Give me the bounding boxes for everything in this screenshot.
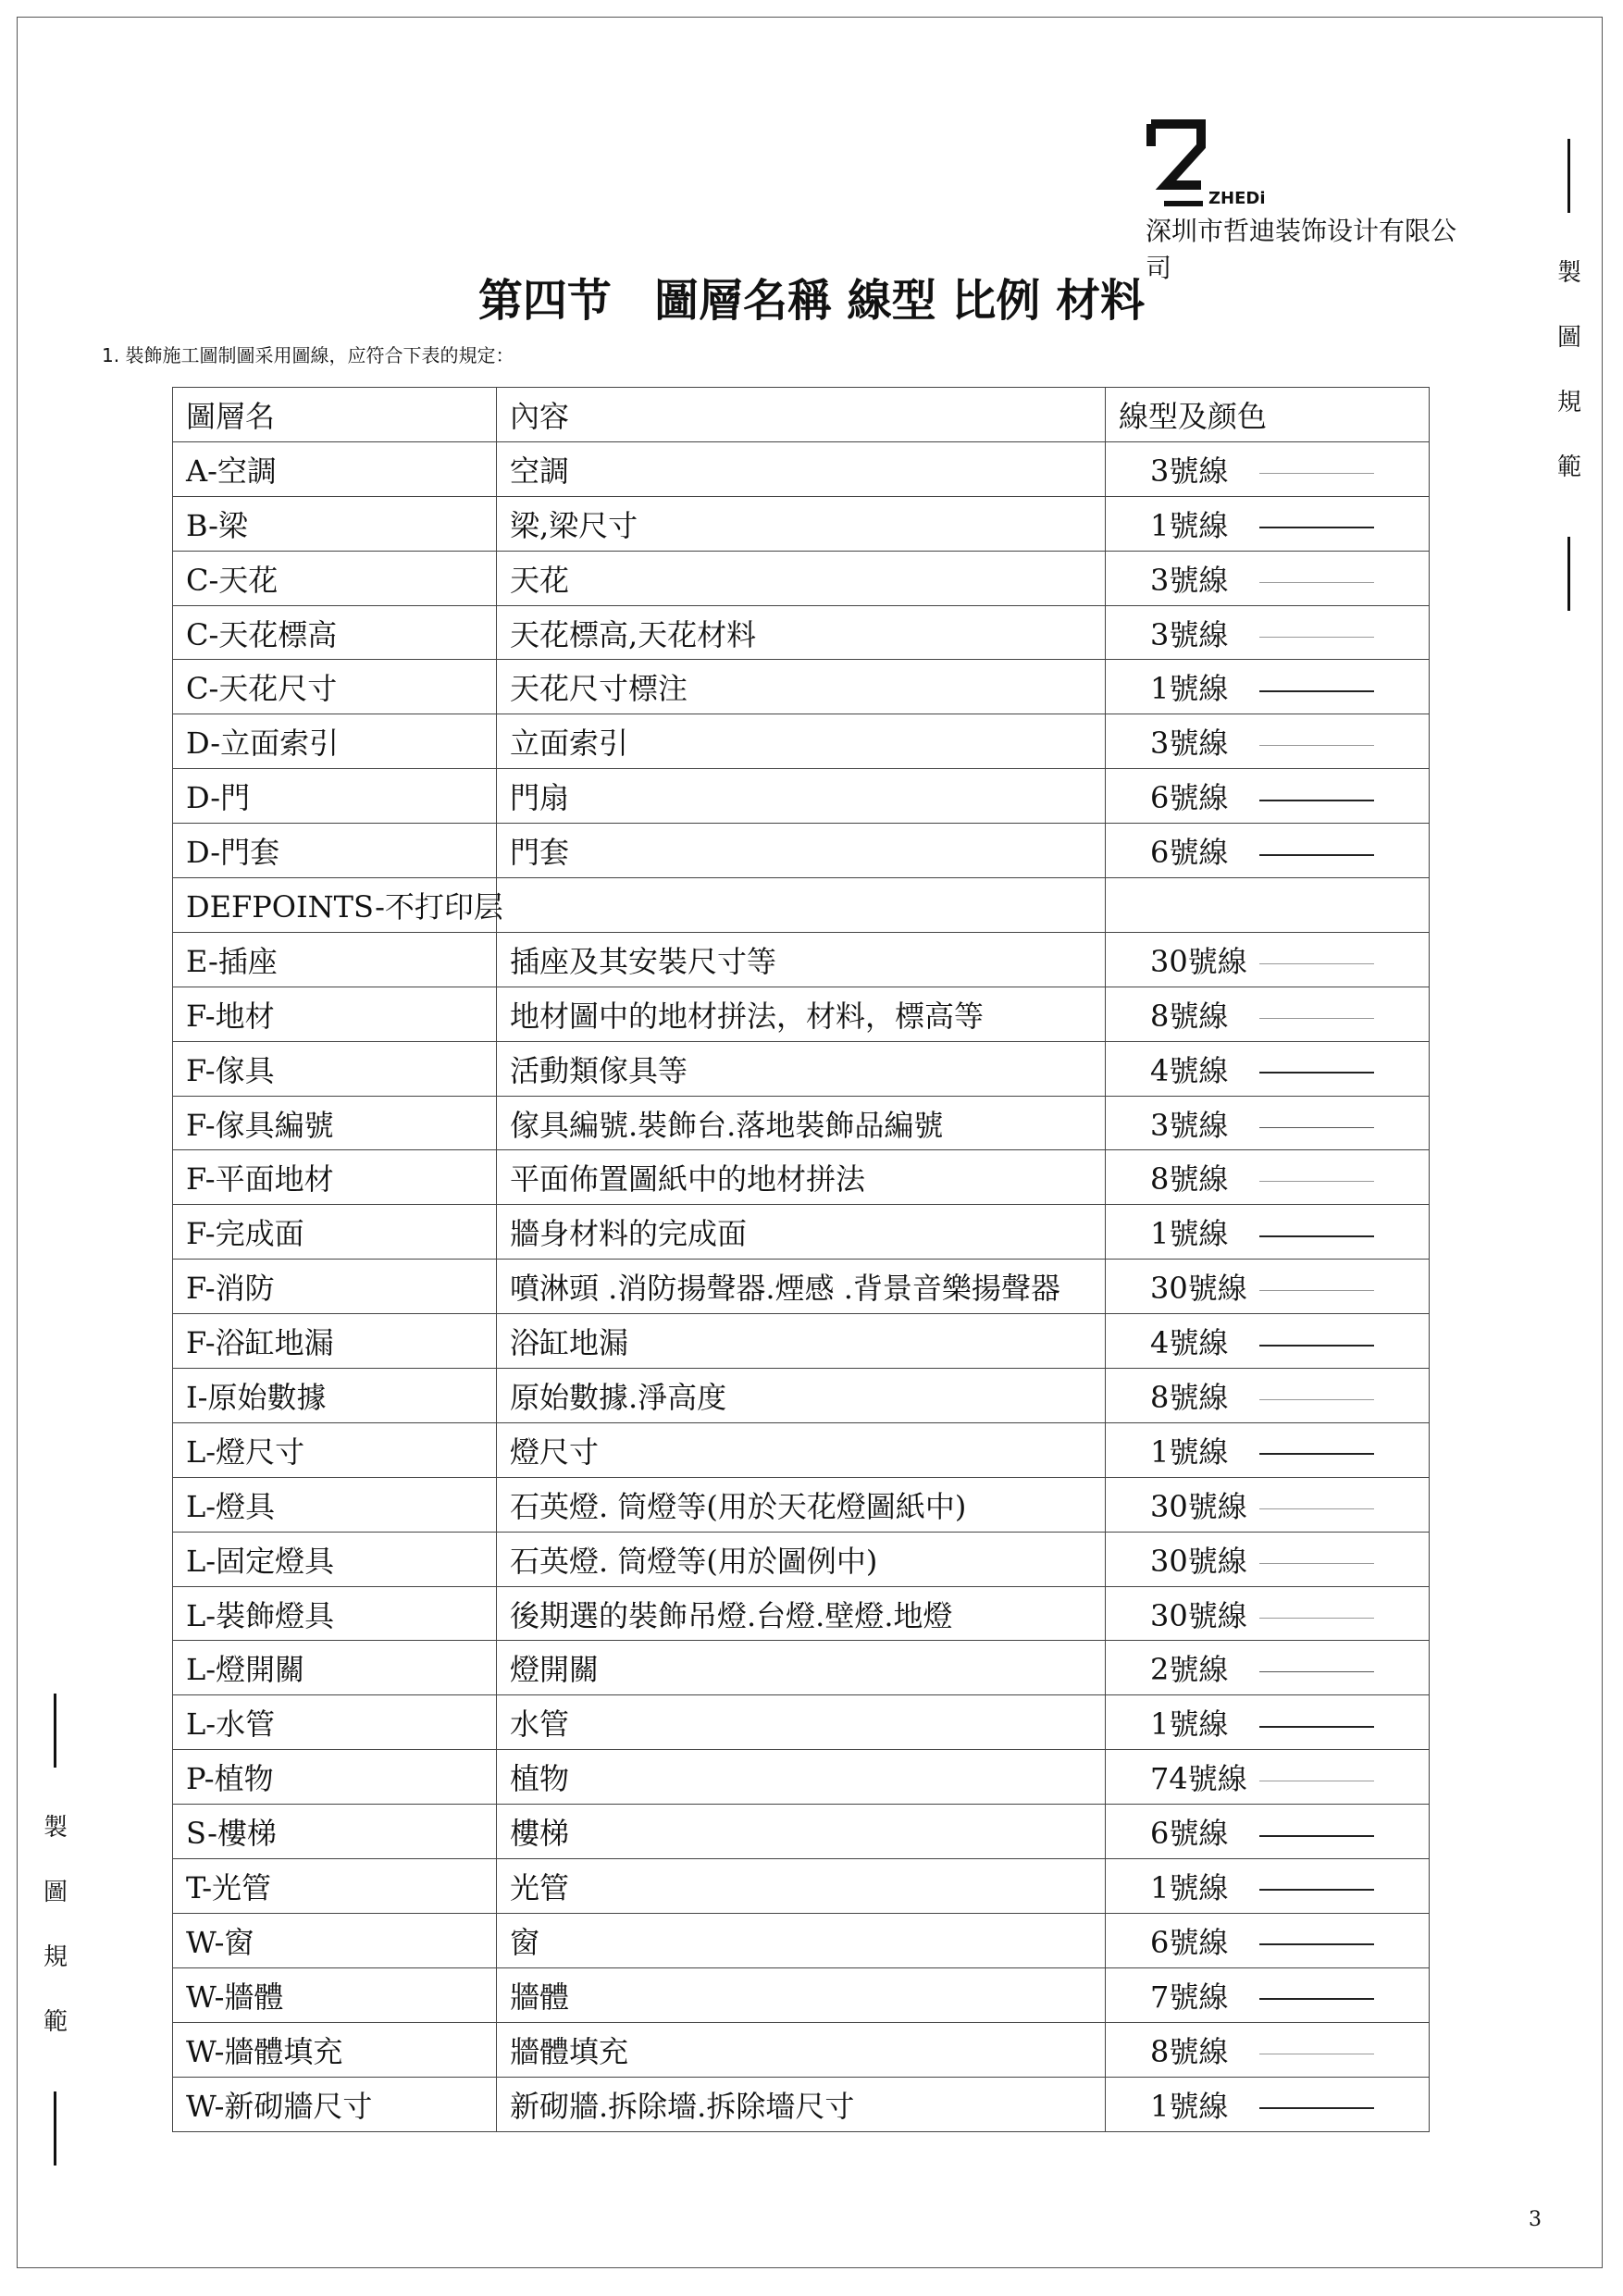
linetype-label: 8號線 (1150, 1161, 1229, 1198)
linetype-cell (1106, 551, 1430, 605)
layer-name-cell: D-立面索引 (173, 714, 497, 769)
linetype-label: 1號線 (1150, 1216, 1229, 1252)
layer-content-cell: 窗 (497, 1913, 1106, 1967)
layer-content-cell: 牆身材料的完成面 (497, 1205, 1106, 1260)
table-row (173, 660, 1430, 714)
table-row (173, 1150, 1430, 1205)
table-row (173, 987, 1430, 1041)
side-bar-bottom (54, 2091, 56, 2166)
linetype-cell (1106, 1586, 1430, 1641)
table-row (173, 1532, 1430, 1586)
linetype-cell (1106, 1641, 1430, 1695)
linetype-cell (1106, 496, 1430, 551)
line-sample (1259, 1235, 1374, 1237)
linetype-cell (1106, 660, 1430, 714)
table-row (173, 932, 1430, 987)
side-text (37, 1795, 74, 2054)
side-char: 圖 (43, 1879, 68, 1906)
line-sample (1259, 800, 1374, 801)
layer-name-cell: P-植物 (173, 1750, 497, 1805)
table-row (173, 2077, 1430, 2131)
header-content: 內容 (497, 388, 1106, 442)
layer-content-cell: 石英燈. 筒燈等(用於圖例中) (497, 1532, 1106, 1586)
linetype-label: 30號線 (1150, 1543, 1247, 1579)
page-title (0, 265, 1623, 329)
linetype-cell (1106, 878, 1430, 933)
side-char: 範 (1556, 453, 1581, 481)
line-sample (1259, 1835, 1374, 1837)
linetype-cell (1106, 987, 1430, 1041)
line-sample (1259, 1508, 1374, 1509)
layer-content-cell: 天花標高,天花材料 (497, 605, 1106, 660)
table-row (173, 714, 1430, 769)
layer-content-cell: 插座及其安裝尺寸等 (497, 932, 1106, 987)
layer-content-cell: 空調 (497, 441, 1106, 496)
layer-name-cell: L-燈尺寸 (173, 1422, 497, 1477)
layer-content-cell: 燈開關 (497, 1641, 1106, 1695)
linetype-label: 1號線 (1150, 1869, 1229, 1905)
linetype-cell (1106, 769, 1430, 824)
side-char: 製 (1556, 259, 1581, 287)
line-sample (1259, 1998, 1374, 2000)
linetype-cell (1106, 1369, 1430, 1423)
linetype-label: 6號線 (1150, 835, 1229, 871)
linetype-label: 4號線 (1150, 1325, 1229, 1361)
linetype-cell (1106, 1805, 1430, 1859)
table-row (173, 1695, 1430, 1750)
zhedi-logo-icon (1146, 118, 1266, 211)
layer-name-cell: W-牆體 (173, 1967, 497, 2022)
layer-content-cell: 立面索引 (497, 714, 1106, 769)
linetype-cell (1106, 1859, 1430, 1914)
linetype-label: 30號線 (1150, 1597, 1247, 1633)
layer-name-cell: F-消防 (173, 1260, 497, 1314)
linetype-label: 1號線 (1150, 507, 1229, 543)
linetype-cell (1106, 1314, 1430, 1369)
section-number: 第四节 (477, 275, 612, 327)
page-number: 3 (1529, 2208, 1542, 2231)
side-label-right (1551, 139, 1588, 620)
line-sample (1259, 473, 1374, 474)
layer-name-cell: A-空調 (173, 441, 497, 496)
linetype-label: 8號線 (1150, 1379, 1229, 1415)
linetype-label: 30號線 (1150, 1271, 1247, 1307)
linetype-cell (1106, 1967, 1430, 2022)
linetype-cell (1106, 1096, 1430, 1150)
company-name: 深圳市哲迪装饰设计有限公司 (1146, 216, 1457, 283)
line-sample (1259, 1345, 1374, 1347)
table-row (173, 824, 1430, 878)
layer-content-cell: 傢具編號.裝飾台.落地裝飾品編號 (497, 1096, 1106, 1150)
side-char: 規 (43, 1943, 68, 1971)
line-sample (1259, 1671, 1374, 1672)
line-sample (1259, 2107, 1374, 2109)
linetype-label: 1號線 (1150, 671, 1229, 707)
table-row (173, 605, 1430, 660)
linetype-label: 6號線 (1150, 780, 1229, 816)
line-sample (1259, 1290, 1374, 1291)
layer-name-cell: S-樓梯 (173, 1805, 497, 1859)
line-sample (1259, 1563, 1374, 1564)
table-row (173, 1205, 1430, 1260)
layer-content-cell: 平面佈置圖紙中的地材拼法 (497, 1150, 1106, 1205)
table-row (173, 1422, 1430, 1477)
linetype-cell (1106, 714, 1430, 769)
line-sample (1259, 637, 1374, 638)
linetype-label: 3號線 (1150, 726, 1229, 762)
linetype-cell (1106, 2022, 1430, 2077)
linetype-cell (1106, 1260, 1430, 1314)
layer-name-cell: F-地材 (173, 987, 497, 1041)
section-subject: 圖層名稱 線型 比例 材料 (653, 275, 1146, 327)
header-linetype: 線型及颜色 (1106, 388, 1430, 442)
linetype-label: 74號線 (1150, 1761, 1247, 1797)
line-sample (1259, 1399, 1374, 1400)
table-row (173, 1260, 1430, 1314)
table-row (173, 1096, 1430, 1150)
layer-content-cell (497, 878, 1106, 933)
layer-content-cell: 新砌牆.拆除墻.拆除墻尺寸 (497, 2077, 1106, 2131)
line-sample (1259, 1453, 1374, 1455)
linetype-label: 1號線 (1150, 2088, 1229, 2124)
layer-name-cell: F-傢具編號 (173, 1096, 497, 1150)
layer-name-cell: W-窗 (173, 1913, 497, 1967)
layer-name-cell: B-梁 (173, 496, 497, 551)
table-header-row (173, 388, 1430, 442)
layer-name-cell: L-燈具 (173, 1477, 497, 1532)
linetype-label: 8號線 (1150, 998, 1229, 1034)
layer-name-cell: W-新砌牆尺寸 (173, 2077, 497, 2131)
side-char: 製 (43, 1814, 68, 1842)
table-row (173, 878, 1430, 933)
layer-content-cell: 天花尺寸標注 (497, 660, 1106, 714)
layer-content-cell: 天花 (497, 551, 1106, 605)
line-sample (1259, 1072, 1374, 1074)
table-row (173, 1913, 1430, 1967)
layer-name-cell: L-裝飾燈具 (173, 1586, 497, 1641)
linetype-label: 6號線 (1150, 1816, 1229, 1852)
side-char: 範 (43, 2008, 68, 2036)
layer-content-cell: 牆體 (497, 1967, 1106, 2022)
linetype-cell (1106, 932, 1430, 987)
linetype-label: 3號線 (1150, 562, 1229, 598)
table-row (173, 1805, 1430, 1859)
layer-name-cell: E-插座 (173, 932, 497, 987)
layer-content-cell: 植物 (497, 1750, 1106, 1805)
layer-name-cell: W-牆體填充 (173, 2022, 497, 2077)
linetype-cell (1106, 2077, 1430, 2131)
layer-name-cell: F-完成面 (173, 1205, 497, 1260)
linetype-cell (1106, 1695, 1430, 1750)
line-sample (1259, 1618, 1374, 1619)
company-logo (1146, 118, 1266, 211)
linetype-label: 3號線 (1150, 1107, 1229, 1143)
layer-name-cell: D-門 (173, 769, 497, 824)
layer-content-cell: 噴淋頭 .消防揚聲器.煙感 .背景音樂揚聲器 (497, 1260, 1106, 1314)
linetype-label: 2號線 (1150, 1652, 1229, 1688)
layer-name-cell: C-天花標高 (173, 605, 497, 660)
side-text (1551, 241, 1588, 500)
layer-name-cell: C-天花尺寸 (173, 660, 497, 714)
linetype-label: 3號線 (1150, 616, 1229, 652)
linetype-cell (1106, 1750, 1430, 1805)
layer-name-cell: D-門套 (173, 824, 497, 878)
layer-content-cell: 原始數據.淨高度 (497, 1369, 1106, 1423)
line-sample (1259, 690, 1374, 692)
table-row (173, 1967, 1430, 2022)
layer-name-cell: C-天花 (173, 551, 497, 605)
layer-content-cell: 牆體填充 (497, 2022, 1106, 2077)
line-sample (1259, 1726, 1374, 1728)
linetype-cell (1106, 1150, 1430, 1205)
layer-content-cell: 梁,梁尺寸 (497, 496, 1106, 551)
linetype-label: 6號線 (1150, 1924, 1229, 1960)
line-sample (1259, 745, 1374, 746)
linetype-cell (1106, 1532, 1430, 1586)
linetype-label: 1號線 (1150, 1706, 1229, 1743)
side-bar-top (1567, 139, 1570, 213)
line-sample (1259, 1181, 1374, 1182)
layer-name-cell: L-燈開關 (173, 1641, 497, 1695)
layer-content-cell: 門扇 (497, 769, 1106, 824)
linetype-cell (1106, 1041, 1430, 1096)
layer-content-cell: 水管 (497, 1695, 1106, 1750)
line-sample (1259, 1943, 1374, 1945)
linetype-cell (1106, 441, 1430, 496)
layer-content-cell: 石英燈. 筒燈等(用於天花燈圖紙中) (497, 1477, 1106, 1532)
linetype-cell (1106, 824, 1430, 878)
layer-name-cell: F-傢具 (173, 1041, 497, 1096)
line-sample (1259, 1889, 1374, 1891)
layer-name-cell: I-原始數據 (173, 1369, 497, 1423)
linetype-label: 3號線 (1150, 453, 1229, 489)
linetype-cell (1106, 1205, 1430, 1260)
table-row (173, 1750, 1430, 1805)
linetype-cell (1106, 1422, 1430, 1477)
linetype-cell (1106, 1477, 1430, 1532)
layer-name-cell: L-水管 (173, 1695, 497, 1750)
side-bar-top (54, 1694, 56, 1768)
layer-table (172, 387, 1430, 2132)
table-row (173, 769, 1430, 824)
table-row (173, 1477, 1430, 1532)
layer-content-cell: 活動類傢具等 (497, 1041, 1106, 1096)
line-sample (1259, 963, 1374, 964)
linetype-cell (1106, 605, 1430, 660)
layer-content-cell: 樓梯 (497, 1805, 1106, 1859)
header-layer: 圖層名 (173, 388, 497, 442)
line-sample (1259, 527, 1374, 528)
side-bar-bottom (1567, 537, 1570, 611)
table-row (173, 1641, 1430, 1695)
line-sample (1259, 582, 1374, 583)
linetype-label: 7號線 (1150, 1979, 1229, 2015)
linetype-label: 1號線 (1150, 1433, 1229, 1470)
side-char: 規 (1556, 389, 1581, 416)
layer-name-cell: F-浴缸地漏 (173, 1314, 497, 1369)
layer-name-cell: DEFPOINTS-不打印层 (173, 878, 497, 933)
layer-content-cell: 後期選的裝飾吊燈.台燈.壁燈.地燈 (497, 1586, 1106, 1641)
linetype-label: 4號線 (1150, 1052, 1229, 1088)
layer-content-cell: 浴缸地漏 (497, 1314, 1106, 1369)
layer-content-cell: 光管 (497, 1859, 1106, 1914)
table-row (173, 441, 1430, 496)
linetype-cell (1106, 1913, 1430, 1967)
table-row (173, 496, 1430, 551)
table-row (173, 2022, 1430, 2077)
table-row (173, 1369, 1430, 1423)
side-char: 圖 (1556, 324, 1581, 352)
logo-text: ZHEDi (1208, 189, 1266, 208)
intro-text: 1. 裝飾施工圖制圖采用圖線，应符合下表的規定： (102, 344, 514, 366)
line-sample (1259, 1127, 1374, 1128)
linetype-label: 8號線 (1150, 2033, 1229, 2069)
layer-content-cell: 地材圖中的地材拼法，材料，標高等 (497, 987, 1106, 1041)
line-sample (1259, 854, 1374, 856)
layer-name-cell: L-固定燈具 (173, 1532, 497, 1586)
table-row (173, 1314, 1430, 1369)
linetype-label: 30號線 (1150, 943, 1247, 979)
linetype-label: 30號線 (1150, 1488, 1247, 1524)
table-row (173, 551, 1430, 605)
side-label-left (37, 1694, 74, 2175)
line-sample (1259, 1018, 1374, 1019)
layer-content-cell: 門套 (497, 824, 1106, 878)
table-row (173, 1859, 1430, 1914)
table-row (173, 1586, 1430, 1641)
layer-name-cell: T-光管 (173, 1859, 497, 1914)
table-row (173, 1041, 1430, 1096)
layer-content-cell: 燈尺寸 (497, 1422, 1106, 1477)
layer-name-cell: F-平面地材 (173, 1150, 497, 1205)
